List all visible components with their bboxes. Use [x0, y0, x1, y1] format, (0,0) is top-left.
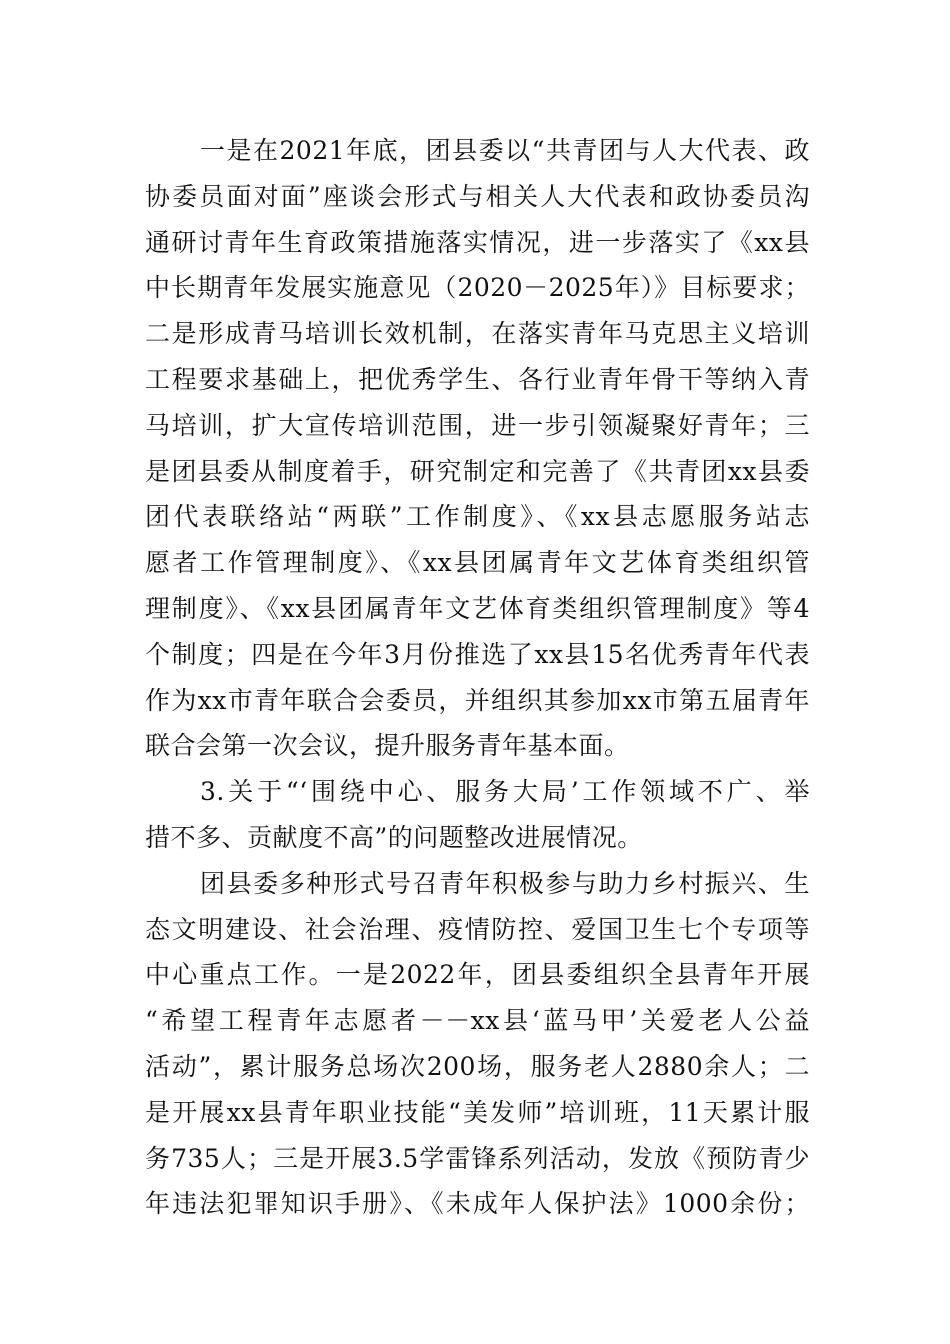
paragraph-line: 团代表联络站“两联”工作制度》、《xx县志愿服务站志 — [145, 502, 810, 532]
paragraph-line: 团县委多种形式号召青年积极参与助力乡村振兴、生 — [200, 868, 810, 898]
paragraph-line: 务735人；三是开展3.5学雷锋系列活动，发放《预防青少 — [145, 1143, 810, 1173]
paragraph-line: 态文明建设、社会治理、疫情防控、爱国卫生七个专项等 — [145, 914, 810, 944]
paragraph-line: 工程要求基础上，把优秀学生、各行业青年骨干等纳入青 — [145, 364, 810, 394]
paragraph-line: 愿者工作管理制度》、《xx县团属青年文艺体育类组织管 — [145, 548, 810, 578]
paragraph-line: 联合会第一次会议，提升服务青年基本面。 — [145, 731, 630, 761]
paragraph-line: 是开展xx县青年职业技能“美发师”培训班，11天累计服 — [145, 1097, 810, 1127]
paragraph-line: 作为xx市青年联合会委员，并组织其参加xx市第五届青年 — [145, 685, 810, 715]
paragraph-line: 是团县委从制度着手，研究制定和完善了《共青团xx县委 — [145, 456, 810, 486]
paragraph-line: 协委员面对面”座谈会形式与相关人大代表和政协委员沟 — [145, 181, 810, 211]
paragraph-line: 个制度；四是在今年3月份推选了xx县15名优秀青年代表 — [145, 639, 810, 669]
section-heading-line: 3.关于“‘围绕中心、服务大局’工作领域不广、举 — [200, 777, 810, 807]
paragraph-line: 通研讨青年生育政策措施落实情况，进一步落实了《xx县 — [145, 227, 810, 257]
paragraph-line: 活动”，累计服务总场次200场，服务老人2880余人；二 — [145, 1051, 810, 1081]
paragraph-line: 中心重点工作。一是2022年，团县委组织全县青年开展 — [145, 960, 810, 990]
paragraph-line: 中长期青年发展实施意见（2020－2025年）》目标要求； — [145, 273, 810, 303]
paragraph-line: 一是在2021年底，团县委以“共青团与人大代表、政 — [200, 136, 810, 165]
section-heading-line: 措不多、贡献度不高”的问题整改进展情况。 — [145, 822, 643, 852]
paragraph-line: 马培训，扩大宣传培训范围，进一步引领凝聚好青年；三 — [145, 410, 810, 440]
paragraph-line: 理制度》、《xx县团属青年文艺体育类组织管理制度》等4 — [145, 593, 810, 623]
body-text — [145, 128, 810, 1227]
paragraph-line: 二是形成青马培训长效机制，在落实青年马克思主义培训 — [145, 319, 810, 349]
paragraph-line: “希望工程青年志愿者－－xx县‘蓝马甲’关爱老人公益 — [145, 1006, 810, 1036]
paragraph-line: 年违法犯罪知识手册》、《未成年人保护法》1000余份； — [145, 1189, 810, 1219]
